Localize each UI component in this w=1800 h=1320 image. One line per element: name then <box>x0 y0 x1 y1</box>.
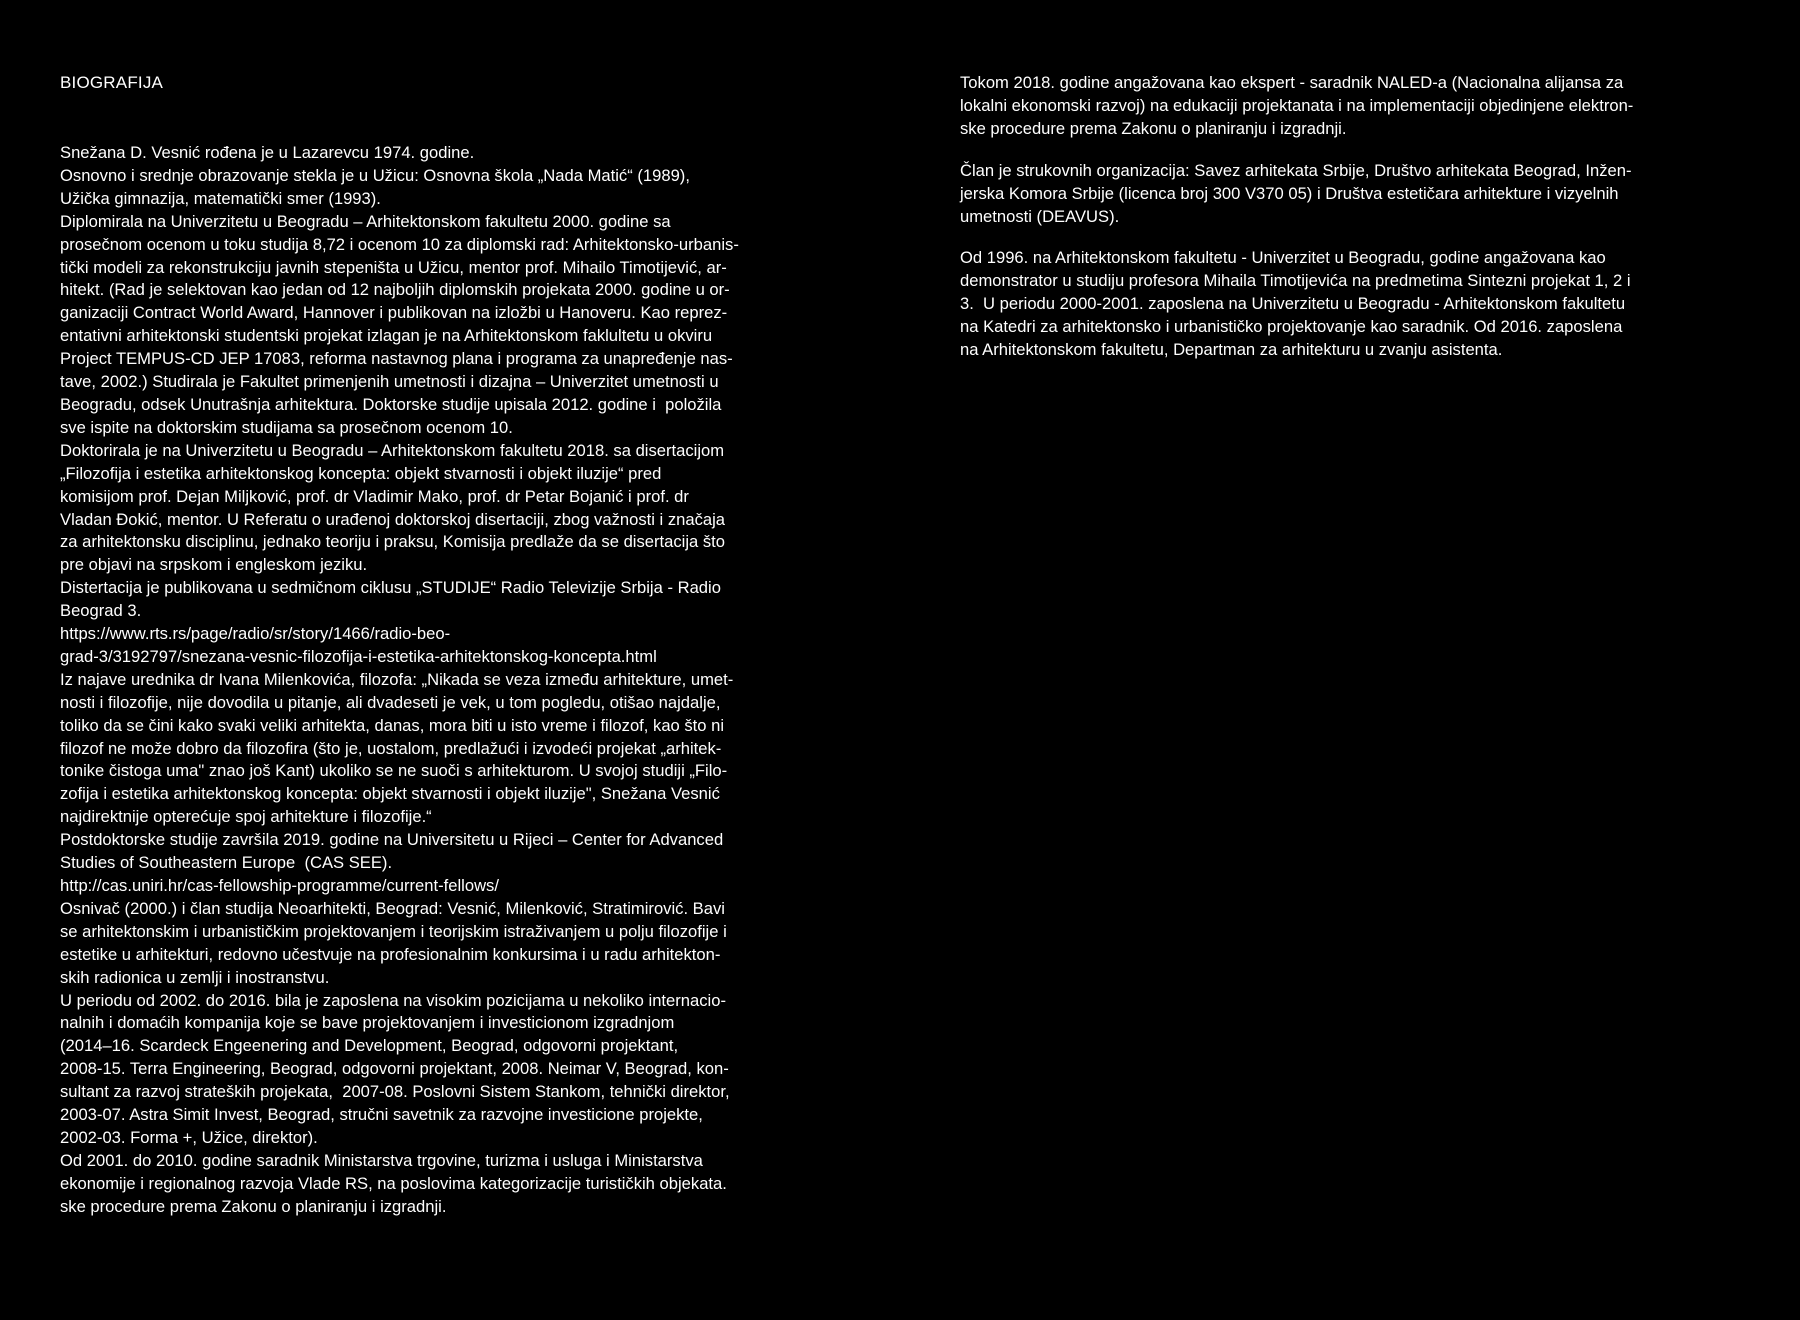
text-line: skih radionica u zemlji i inostranstvu. <box>60 967 330 987</box>
text-line: sultant za razvoj strateških projekata, 2007-08. Poslovni Sistem Stankom, tehnički direktor, <box>60 1082 730 1102</box>
text-line: zofija i estetika arhitektonskog koncepta: objekt stvarnosti i objekt iluzije", Snežana Vesnić <box>60 784 720 804</box>
text-line: Osnovno i srednje obrazovanje stekla je u Užicu: Osnovna škola „Nada Matić“ (1989), <box>60 165 690 185</box>
text-line: 2003-07. Astra Simit Invest, Beograd, stručni savetnik za razvojne investicione projekte, <box>60 1105 703 1125</box>
text-line: za arhitektonsku disciplinu, jednako teoriju i praksu, Komisija predlaže da se disertacija što <box>60 532 726 552</box>
text-line: toliko da se čini kako svaki veliki arhitekta, danas, mora biti u isto vreme i filozof, kao što ni <box>60 715 725 735</box>
text-line: nosti i filozofije, nije dovodila u pitanje, ali dvadeseti je vek, u tom pogledu, otišao najdalje, <box>60 692 721 712</box>
text-line: Project TEMPUS-CD JEP 17083, reforma nastavnog plana i programa za unapređenje nas- <box>60 349 733 369</box>
text-line: grad-3/3192797/snezana-vesnic-filozofija-i-estetika-arhitektonskog-koncepta.html <box>60 646 657 666</box>
text-line: tički modeli za rekonstrukciju javnih stepeništa u Užicu, mentor prof. Mihailo Timotijević, ar- <box>60 257 727 277</box>
text-line: na Katedri za arhitektonsko i urbanističko projektovanje kao saradnik. Od 2016. zaposlena <box>960 317 1623 337</box>
text-line: filozof ne može dobro da filozofira (što je, uostalom, predlažući i izvodeći projekat „arhitek- <box>60 738 722 758</box>
text-line: lokalni ekonomski razvoj) na edukaciji projektanata i na implementaciji objedinjene elektron- <box>960 95 1634 115</box>
text-line: umetnosti (DEAVUS). <box>960 206 1120 226</box>
text-line: demonstrator u studiju profesora Mihaila Timotijevića na predmetima Sintezni projekat 1, 2 i <box>960 271 1631 291</box>
text-line: (2014–16. Scardeck Engeenering and Development, Beograd, odgovorni projektant, <box>60 1036 679 1056</box>
text-line: komisijom prof. Dejan Miljković, prof. dr Vladimir Mako, prof. dr Petar Bojanić i prof. dr <box>60 486 689 506</box>
text-line: prosečnom ocenom u toku studija 8,72 i ocenom 10 za diplomski rad: Arhitektonsko-urbanis- <box>60 234 739 254</box>
text-line: Tokom 2018. godine angažovana kao ekspert - saradnik NALED-a (Nacionalna alijansa za <box>960 73 1624 92</box>
text-line: ske procedure prema Zakonu o planiranju i izgradnji. <box>60 1196 447 1216</box>
text-line: „Filozofija i estetika arhitektonskog koncepta: objekt stvarnosti i objekt iluzije“ pred <box>60 463 662 483</box>
text-line: se arhitektonskim i urbanističkim projektovanjem i teorijskim istraživanjem u polju filozofije i <box>60 921 727 941</box>
text-line: hitekt. (Rad je selektovan kao jedan od 12 najboljih diplomskih projekata 2000. godine u or- <box>60 280 730 300</box>
text-line: ske procedure prema Zakonu o planiranju i izgradnji. <box>960 118 1347 138</box>
text-line: nalnih i domaćih kompanija koje se bave projektovanjem i investicionom izgradnjom <box>60 1013 675 1033</box>
text-line: na Arhitektonskom fakultetu, Departman za arhitekturu u zvanju asistenta. <box>960 340 1503 360</box>
text-line: Doktorirala je na Univerzitetu u Beogradu – Arhitektonskom fakultetu 2018. sa disertacijom <box>60 440 725 460</box>
text-line: tonike čistoga uma" znao još Kant) ukoliko se ne suoči s arhitekturom. U svojoj studiji „Filo- <box>60 761 728 781</box>
text-line: 2002-03. Forma +, Užice, direktor). <box>60 1127 318 1147</box>
text-line: Distertacija je publikovana u sedmičnom ciklusu „STUDIJE“ Radio Televizije Srbija - Radio <box>60 578 721 598</box>
text-line: ekonomije i regionalnog razvoja Vlade RS, na poslovima kategorizacije turističkih objekata. <box>60 1173 727 1193</box>
text-line: Postdoktorske studije završila 2019. godine na Universitetu u Rijeci – Center for Advanced <box>60 830 724 850</box>
text-line: https://www.rts.rs/page/radio/sr/story/1466/radio-beo- <box>60 624 451 644</box>
text-line: 3. U periodu 2000-2001. zaposlena na Univerzitetu u Beogradu - Arhitektonskom fakultetu <box>960 294 1626 314</box>
text-line: Iz najave urednika dr Ivana Milenkovića, filozofa: „Nikada se veza između arhitekture, umet- <box>60 669 734 689</box>
text-line: Studies of Southeastern Europe (CAS SEE). <box>60 853 393 873</box>
text-line: Diplomirala na Univerzitetu u Beogradu – Arhitektonskom fakultetu 2000. godine sa <box>60 211 671 231</box>
text-line: Od 2001. do 2010. godine saradnik Ministarstva trgovine, turizma i usluga i Ministarstva <box>60 1150 703 1170</box>
page-heading: BIOGRAFIJA <box>60 73 164 92</box>
text-line: Osnivač (2000.) i član studija Neoarhitekti, Beograd: Vesnić, Milenković, Stratimirović. Bavi <box>60 898 725 918</box>
text-line: Član je strukovnih organizacija: Savez arhitekata Srbije, Društvo arhitekata Beograd, Inžen- <box>960 160 1632 180</box>
text-line: najdirektnije opterećuje spoj arhitekture i filozofije.“ <box>60 807 432 827</box>
right-column <box>960 72 1740 381</box>
text-line: estetike u arhitekturi, redovno učestvuje na profesionalnim konkursima i u radu arhitekton- <box>60 944 721 964</box>
text-line: jerska Komora Srbije (licenca broj 300 V370 05) i Društva estetičara arhitekture i vizyelnih <box>960 183 1619 203</box>
text-line: Snežana D. Vesnić rođena je u Lazarevcu 1974. godine. <box>60 143 475 162</box>
text-line: Beograd 3. <box>60 601 142 621</box>
text-line: pre objavi na srpskom i engleskom jeziku. <box>60 555 368 575</box>
left-column <box>60 72 860 1219</box>
text-line: http://cas.uniri.hr/cas-fellowship-programme/current-fellows/ <box>60 876 499 895</box>
paragraph <box>960 160 1740 229</box>
text-line: entativni arhitektonski studentski projekat izlagan je na Arhitektonskom faklultetu u okviru <box>60 326 713 346</box>
paragraph <box>960 72 1740 141</box>
text-line: sve ispite na doktorskim studijama sa prosečnom ocenom 10. <box>60 417 513 437</box>
biography-text <box>60 142 860 1219</box>
text-line: U periodu od 2002. do 2016. bila je zaposlena na visokim pozicijama u nekoliko internacio- <box>60 990 726 1010</box>
text-line: Vladan Đokić, mentor. U Referatu o urađenoj doktorskoj disertaciji, zbog važnosti i značaja <box>60 509 726 529</box>
text-line: Užička gimnazija, matematički smer (1993). <box>60 188 381 208</box>
text-line: Beogradu, odsek Unutrašnja arhitektura. Doktorske studije upisala 2012. godine i položila <box>60 394 722 414</box>
paragraph <box>960 247 1740 362</box>
text-line: tave, 2002.) Studirala je Fakultet primenjenih umetnosti i dizajna – Univerzitet umetnosti u <box>60 372 719 392</box>
text-line: ganizaciji Contract World Award, Hannover i publikovan na izložbi u Hanoveru. Kao reprez- <box>60 303 728 323</box>
text-line: 2008-15. Terra Engineering, Beograd, odgovorni projektant, 2008. Neimar V, Beograd, kon- <box>60 1059 729 1079</box>
text-line: Od 1996. na Arhitektonskom fakultetu - Univerzitet u Beogradu, godine angažovana kao <box>960 248 1606 268</box>
